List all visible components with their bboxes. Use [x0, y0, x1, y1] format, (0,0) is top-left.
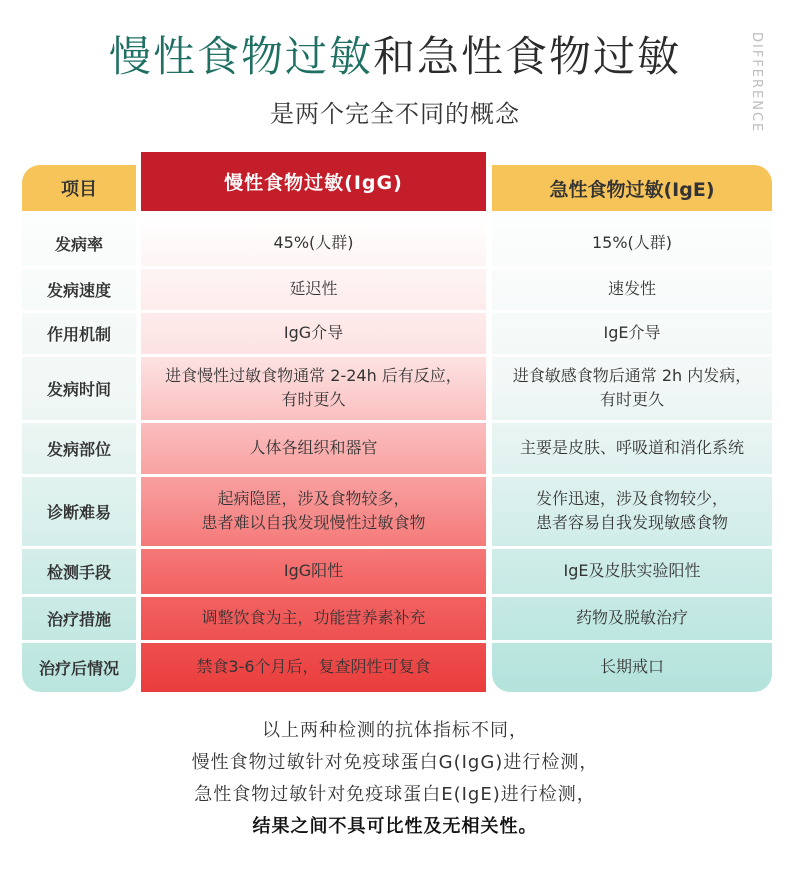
row-label: 作用机制: [46, 324, 111, 344]
header-acute: 急性食物过敏(IgE): [492, 165, 772, 211]
cell-chronic: 45%(人群): [273, 233, 354, 252]
cell-chronic: 调整饮食为主，功能营养素补充: [201, 608, 426, 627]
cell-acute: 进食敏感食物后通常 2h 内发病， 有时更久: [512, 366, 752, 409]
cell-acute: 发作迅速，涉及食物较少， 患者容易自我发现敏感食物: [535, 489, 728, 532]
cell-chronic: 进食慢性过敏食物通常 2-24h 后有反应， 有时更久: [165, 366, 462, 409]
cell-acute: IgE及皮肤实验阳性: [563, 561, 701, 580]
page-subtitle: 是两个完全不同的概念: [270, 100, 520, 128]
row-label: 发病部位: [46, 439, 111, 459]
header-chronic: 慢性食物过敏(IgG): [141, 152, 486, 211]
footer-line-3: 急性食物过敏针对免疫球蛋白E(IgE)进行检测，: [194, 784, 596, 805]
title-acute: 和急性食物过敏: [373, 32, 682, 81]
row-label: 发病时间: [46, 379, 111, 399]
title-chronic: 慢性食物过敏: [108, 32, 373, 81]
footer-line-2: 慢性食物过敏针对免疫球蛋白G(IgG)进行检测，: [191, 752, 599, 773]
cell-acute: 主要是皮肤、呼吸道和消化系统: [519, 438, 744, 457]
row-separator: [22, 640, 772, 643]
row-separator: [22, 354, 772, 357]
cell-acute: 药物及脱敏治疗: [575, 608, 688, 627]
row-label: 发病速度: [46, 280, 111, 300]
cell-acute: IgE介导: [603, 323, 661, 342]
header-item: 项目: [22, 165, 136, 211]
side-text: DIFFERENCE: [749, 32, 764, 134]
footer-line-1: 以上两种检测的抗体指标不同，: [262, 720, 528, 741]
row-separator: [22, 474, 772, 477]
cell-chronic: 延迟性: [289, 279, 338, 298]
row-separator: [22, 594, 772, 597]
cell-acute: 长期戒口: [599, 657, 664, 676]
row-label: 治疗措施: [46, 609, 111, 629]
row-separator: [22, 310, 772, 313]
row-label: 检测手段: [46, 562, 111, 582]
cell-acute: 15%(人群): [591, 233, 673, 252]
row-separator: [22, 546, 772, 549]
cell-acute: 速发性: [607, 279, 656, 298]
cell-chronic: 人体各组织和器官: [249, 438, 378, 457]
row-separator: [22, 420, 772, 423]
cell-chronic: 起病隐匿，涉及食物较多， 患者难以自我发现慢性过敏食物: [201, 489, 426, 532]
row-separator: [22, 266, 772, 269]
cell-chronic: IgG阳性: [283, 561, 344, 580]
page-title: [0, 24, 790, 84]
row-label: 治疗后情况: [38, 658, 119, 678]
cell-chronic: 禁食3-6个月后，复查阴性可复食: [196, 657, 431, 676]
row-label: 诊断难易: [46, 502, 111, 522]
row-label: 发病率: [54, 234, 103, 254]
cell-chronic: IgG介导: [283, 323, 344, 342]
footer-line-4: 结果之间不具可比性及无相关性。: [252, 816, 538, 837]
